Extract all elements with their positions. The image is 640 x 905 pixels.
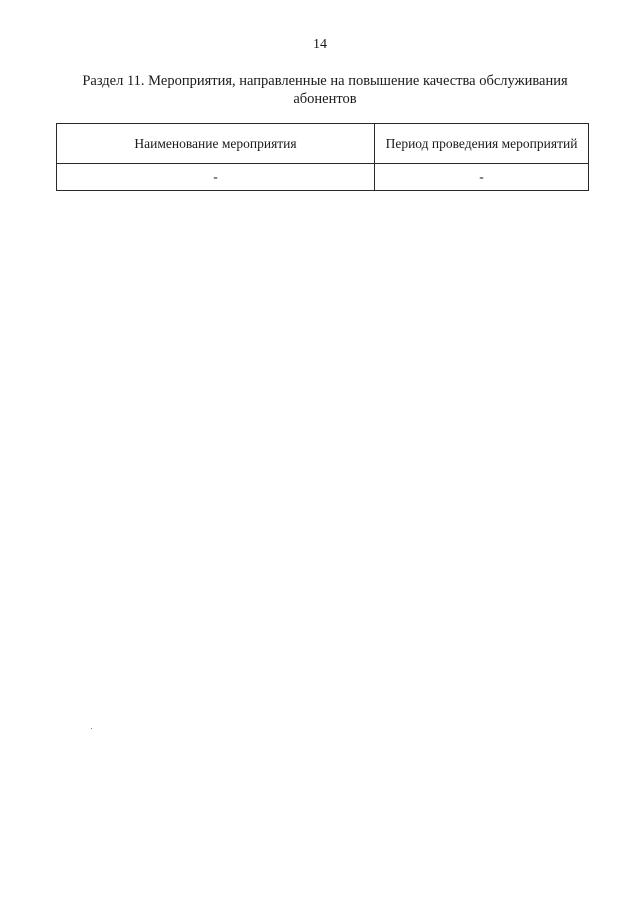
cell-measure-name: - [57, 164, 375, 191]
header-measure-name: Наименование мероприятия [57, 124, 375, 164]
table-header-row [57, 124, 589, 164]
cell-measure-period: - [375, 164, 589, 191]
section-title [60, 72, 590, 108]
scan-speck [91, 728, 92, 729]
page-number: 14 [313, 37, 327, 52]
header-measure-period: Период проведения мероприятий [375, 124, 589, 164]
measures-table [56, 123, 589, 191]
table-row [57, 164, 589, 191]
section-title-line-2: абонентов [293, 91, 357, 107]
section-title-line-1: Раздел 11. Мероприятия, направленные на повышение качества обслуживания [82, 73, 568, 89]
